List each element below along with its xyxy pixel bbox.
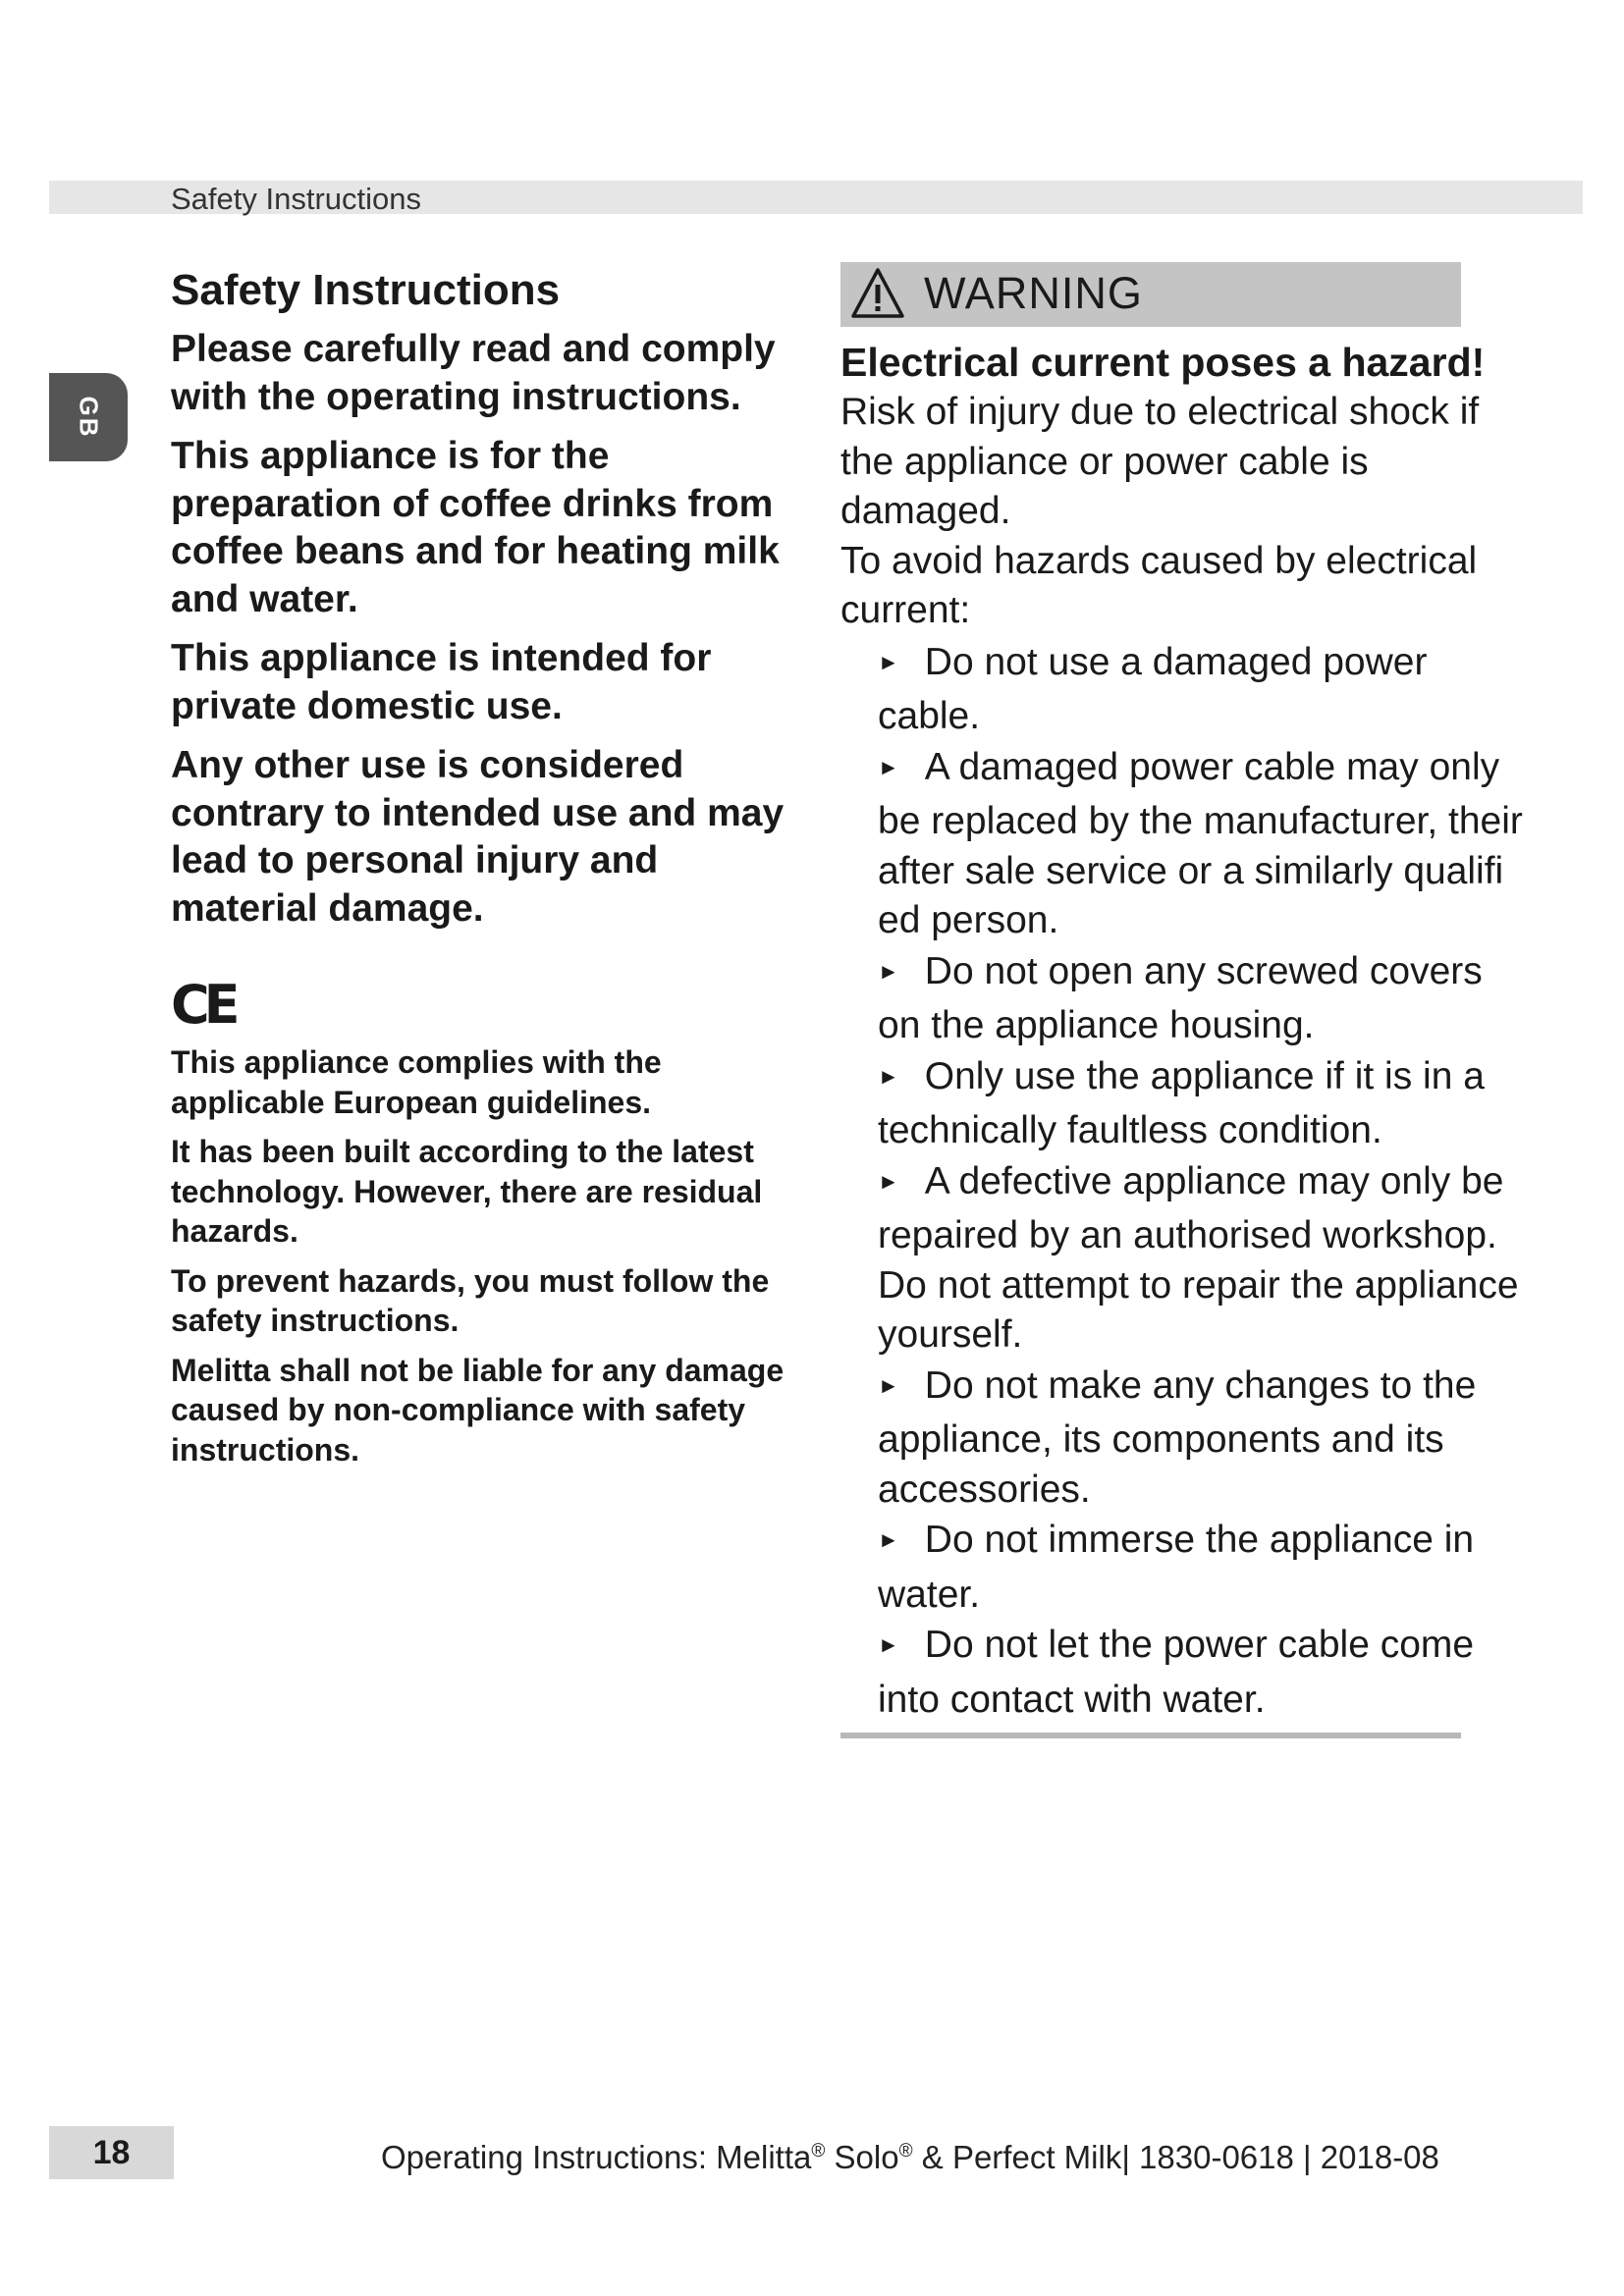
compliance-paragraph: This appliance complies with the applicable European guidelines. [171,1044,662,1120]
misuse-paragraph: Any other use is considered contrary to intended use and may lead to personal injury and material damage. [171,744,785,930]
page-number: 18 [92,2134,131,2171]
intended-use-paragraph: This appliance is for the preparation of coffee drinks from coffee beans and for heating milk and water. [171,435,780,620]
warning-banner [840,262,1461,327]
bullet-arrow-icon: ► [878,649,899,674]
ce-mark-icon: CE [171,974,235,1036]
warning-column [840,262,1528,1738]
list-item: ► Do not immerse the appliance in water. [878,1519,1475,1616]
liability-paragraph: Melitta shall not be liable for any damage caused by non-compliance with safety instructions. [171,1352,785,1468]
list-item: ► Only use the appliance if it is in a technically faultless condition. [878,1054,1485,1151]
list-item: ► Do not use a damaged power cable. [878,640,1428,737]
list-item: ► Do not make any changes to the appliance, its components and its accessories. [878,1363,1477,1511]
bullet-arrow-icon: ► [878,958,899,984]
technology-paragraph: It has been built according to the latest technology. However, there are residual hazards. [171,1134,763,1249]
safety-intro-column [171,263,809,1479]
bullet-arrow-icon: ► [878,1527,899,1552]
bullet-arrow-icon: ► [878,1632,899,1657]
warning-risk-text: Risk of injury due to electrical shock if the appliance or power cable is damaged. [840,391,1480,532]
section-title: Safety Instructions [171,266,561,314]
warning-list [878,638,1526,1726]
list-item: ► A defective appliance may only be repaired by an authorised workshop. Do not attempt to repair the appliance yourself. [878,1159,1519,1356]
warning-heading: Electrical current poses a hazard! [840,340,1486,385]
warning-end-rule [840,1733,1461,1738]
warning-label: WARNING [924,268,1143,318]
list-item: ► Do not open any screwed covers on the appliance housing. [878,949,1483,1046]
bullet-arrow-icon: ► [878,1372,899,1398]
bullet-arrow-icon: ► [878,754,899,779]
list-item: ► A damaged power cable may only be replaced by the manufacturer, their after sale service or a similarly qualifi ed person. [878,745,1523,941]
warning-triangle-icon [849,266,906,321]
warning-avoid-text: To avoid hazards caused by electrical current: [840,539,1478,631]
page-number-box [49,2126,174,2179]
domestic-use-paragraph: This appliance is intended for private domestic use. [171,637,712,727]
footer-doc-info: Operating Instructions: Melitta® Solo® & Perfect Milk| 1830-0618 | 2018-08 [381,2139,1439,2175]
intro-paragraph: Please carefully read and comply with the operating instructions. [171,328,776,418]
list-item: ► Do not let the power cable come into contact with water. [878,1624,1475,1721]
language-tab-label: GB [74,396,104,439]
bullet-arrow-icon: ► [878,1063,899,1089]
bullet-arrow-icon: ► [878,1168,899,1194]
language-tab [49,373,128,461]
running-header: Safety Instructions [171,182,422,216]
prevent-hazards-paragraph: To prevent hazards, you must follow the safety instructions. [171,1262,770,1338]
